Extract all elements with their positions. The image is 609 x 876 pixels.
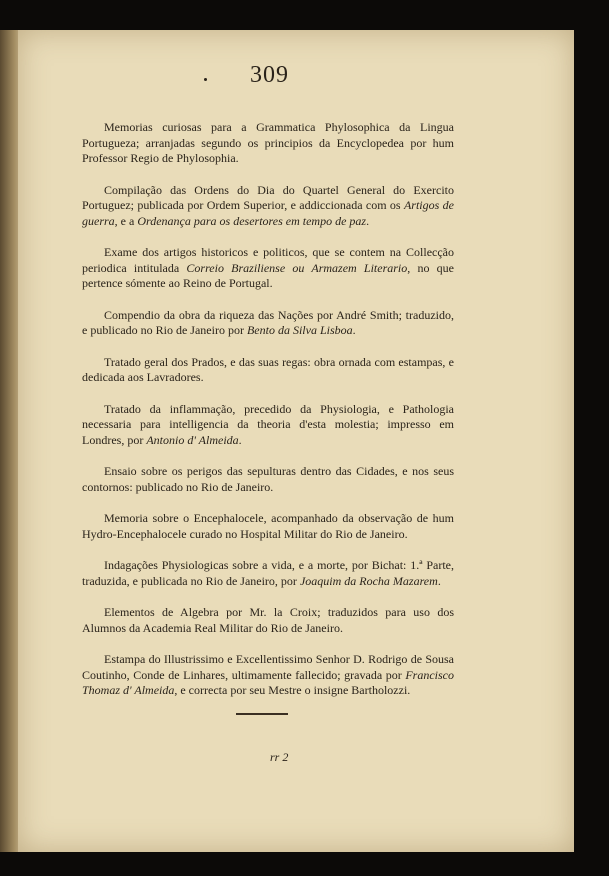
catalog-entry [82,183,454,230]
entry-italic-text: Joaquim da Rocha Mazarem [299,573,438,588]
entry-text: , e a [114,213,138,228]
entry-text: Compilação das Ordens do Dia do Quartel General do Exercito Portuguez; publicada por Ordem Superior, e addiccionada com os [82,182,454,212]
entry-italic-text: Francisco Thomaz d' Almeida [82,667,454,697]
catalog-entry [82,308,454,339]
entry-text: . [366,213,370,228]
entry-text: Compendio da obra da riqueza das Nações por André Smith; traduzido, e publicado no Rio de Janeiro por [82,307,454,337]
signature-mark: rr 2 [270,750,289,764]
catalog-entry [82,558,454,589]
catalog-entry [82,652,454,699]
entry-text: , e correcta por seu Mestre o insigne Bartholozzi. [174,683,411,697]
entry-text: Memorias curiosas para a Grammatica Phylosophica da Lingua Portugueza; arranjadas segundo os principios da Encyclopedea por hum Professor Regio de Phylosophia. [82,120,454,165]
catalog-entry [82,511,454,542]
catalog-entry [82,120,454,167]
entry-italic-text: Correio Braziliense ou Armazem Literario [186,260,408,275]
section-rule [236,713,288,715]
entry-text: Memoria sobre o Encephalocele, acompanhado da observação de hum Hydro-Encephalocele curado no Hospital Militar do Rio de Janeiro. [82,511,454,541]
entry-text: . [238,432,242,447]
entry-text: Tratado geral dos Prados, e das suas regas: obra ornada com estampas, e dedicada aos Lavradores. [82,354,454,384]
entry-text: Estampa do Illustrissimo e Excellentissimo Senhor D. Rodrigo de Sousa Coutinho, Conde de Linhares, ultimamente fallecido; gravada por [82,652,454,682]
entry-italic-text: Bento da Silva Lisboa [246,323,353,337]
entry-text: Ensaio sobre os perigos das sepulturas dentro das Cidades, e nos seus contornos: publicado no Rio de Janeiro. [82,464,454,494]
entry-text: Elementos de Algebra por Mr. la Croix; traduzidos para uso dos Alumnos da Academia Real Militar do Rio de Janeiro. [82,605,454,635]
entry-italic-text: Artigos de guerra [82,198,454,228]
entry-text: . [437,573,441,588]
entry-text: Indagações Physiologicas sobre a vida, e a morte, por Bichat: 1.ª Parte, traduzida, e publicada no Rio de Janeiro, por [82,558,454,588]
catalog-entry [82,245,454,292]
entry-text: , no que pertence sómente ao Reino de Portugal. [82,260,454,290]
catalog-entry [82,464,454,495]
entries-list [82,120,454,715]
catalog-entry [82,402,454,449]
catalog-entry [82,355,454,386]
entry-text: . [352,323,356,337]
entry-text: Exame dos artigos historicos e politicos, que se contem na Collecção periodica intitulada [82,245,454,275]
entry-italic-text: Antonio d' Almeida [146,432,239,447]
printer-dot [204,78,207,81]
catalog-entry [82,605,454,636]
entry-text: Tratado da inflammação, precedido da Physiologia, e Pathologia necessaria para intelligencia da theoria d'esta molestia; impresso em Londres, por [82,401,454,447]
page-number: 309 [250,62,289,88]
entry-italic-text: Ordenança para os desertores em tempo de paz [137,213,367,228]
